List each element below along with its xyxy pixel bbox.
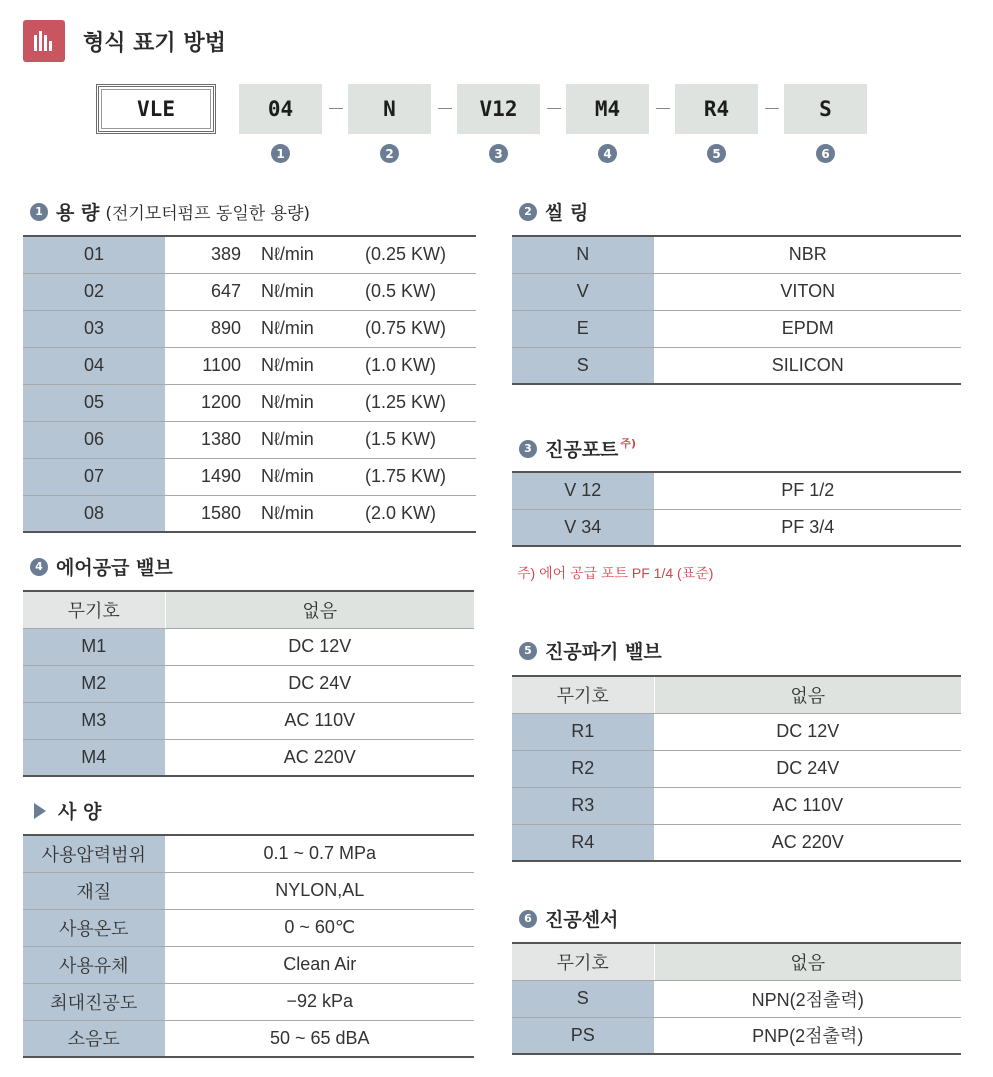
row-code: 무기호 xyxy=(512,676,654,713)
row-value: DC 24V xyxy=(654,750,961,787)
seal-title: 씰 링 xyxy=(545,202,589,224)
code-dash xyxy=(656,108,670,109)
row-code: 03 xyxy=(23,310,165,347)
flow-unit: Nℓ/min xyxy=(261,281,314,301)
row-value: EPDM xyxy=(654,310,961,347)
row-code: 02 xyxy=(23,273,165,310)
row-code: R3 xyxy=(512,787,654,824)
row-code: PS xyxy=(512,1017,654,1054)
row-code: R1 xyxy=(512,713,654,750)
power-value: (1.5 KW) xyxy=(365,429,437,449)
row-value: PNP(2점출력) xyxy=(654,1017,961,1054)
table-row xyxy=(23,1020,474,1057)
row-value: DC 24V xyxy=(165,665,474,702)
number-badge: 6 xyxy=(519,910,537,928)
row-value: PF 3/4 xyxy=(654,509,961,546)
flow-value: 389 xyxy=(210,244,241,265)
table-row xyxy=(23,591,474,628)
row-value: 0.1 ~ 0.7 MPa xyxy=(165,835,474,872)
table-row xyxy=(23,872,474,909)
flow-unit: Nℓ/min xyxy=(261,244,314,265)
supply-title: 에어공급 밸브 xyxy=(56,557,173,579)
capacity-subtitle: (전기모터펌프 동일한 용량) xyxy=(105,204,311,224)
row-code: E xyxy=(512,310,654,347)
spec-table xyxy=(23,834,474,1058)
number-badge: 6 xyxy=(816,144,835,163)
port-footnote: 주) 에어 공급 포트 PF 1/4 (표준) xyxy=(517,565,714,581)
table-row xyxy=(512,980,961,1017)
row-code: 01 xyxy=(23,236,165,273)
port-note-mark: 주) xyxy=(620,436,637,450)
table-row xyxy=(512,273,961,310)
port-section-title xyxy=(519,435,636,462)
code-dash xyxy=(438,108,452,109)
row-value: DC 12V xyxy=(654,713,961,750)
row-value: PF 1/2 xyxy=(654,472,961,509)
capacity-section-title xyxy=(30,198,310,225)
table-row xyxy=(23,421,476,458)
table-row xyxy=(23,495,476,532)
row-code: M4 xyxy=(23,739,165,776)
power-value: (0.75 KW) xyxy=(365,318,447,338)
port-table xyxy=(512,471,961,547)
row-value: NPN(2점출력) xyxy=(654,980,961,1017)
table-row xyxy=(512,472,961,509)
sensor-table xyxy=(512,942,961,1055)
code-segment-capacity: 04 xyxy=(239,84,322,134)
triangle-right-icon xyxy=(34,803,46,819)
table-row xyxy=(512,509,961,546)
table-row xyxy=(512,1017,961,1054)
row-value: 없음 xyxy=(654,676,961,713)
table-row xyxy=(23,458,476,495)
flow-value: 1490 xyxy=(200,466,241,486)
row-value: NBR xyxy=(654,236,961,273)
release-title: 진공파기 밸브 xyxy=(545,641,662,663)
table-row xyxy=(23,384,476,421)
code-segment-port: V12 xyxy=(457,84,540,134)
row-code: 재질 xyxy=(23,872,165,909)
number-badge: 5 xyxy=(707,144,726,163)
row-code: R4 xyxy=(512,824,654,861)
number-badge: 1 xyxy=(271,144,290,163)
row-value: 0 ~ 60℃ xyxy=(165,909,474,946)
table-row xyxy=(23,628,474,665)
flow-value: 1200 xyxy=(200,392,241,412)
flow-value: 890 xyxy=(210,318,241,338)
flow-unit: Nℓ/min xyxy=(261,318,314,338)
row-code: S xyxy=(512,980,654,1017)
row-value: 없음 xyxy=(165,591,474,628)
capacity-title: 용 량 xyxy=(56,202,100,224)
row-code: 소음도 xyxy=(23,1020,165,1057)
number-badge: 3 xyxy=(489,144,508,163)
table-row xyxy=(23,347,476,384)
flow-unit: Nℓ/min xyxy=(261,502,314,523)
table-row xyxy=(512,713,961,750)
row-code: R2 xyxy=(512,750,654,787)
table-row xyxy=(23,310,476,347)
row-value: AC 220V xyxy=(165,739,474,776)
spec-title: 사 양 xyxy=(58,801,102,823)
code-segment-supply-valve: M4 xyxy=(566,84,649,134)
table-row xyxy=(23,946,474,983)
table-row xyxy=(23,665,474,702)
row-code: V 34 xyxy=(512,509,654,546)
row-code: 08 xyxy=(23,495,165,532)
flow-unit: Nℓ/min xyxy=(261,355,314,375)
row-code: 무기호 xyxy=(23,591,165,628)
release-section-title xyxy=(519,637,662,664)
power-value: (1.0 KW) xyxy=(365,355,437,375)
table-row xyxy=(512,824,961,861)
code-dash xyxy=(765,108,779,109)
row-code: 04 xyxy=(23,347,165,384)
release-valve-table xyxy=(512,675,961,862)
capacity-table xyxy=(23,235,476,533)
table-row xyxy=(23,236,476,273)
row-value: Clean Air xyxy=(165,946,474,983)
table-row xyxy=(512,750,961,787)
row-value: DC 12V xyxy=(165,628,474,665)
seal-table xyxy=(512,235,961,385)
table-row xyxy=(23,739,474,776)
row-code: 무기호 xyxy=(512,943,654,980)
row-code: V 12 xyxy=(512,472,654,509)
number-badge: 2 xyxy=(380,144,399,163)
row-value: 50 ~ 65 dBA xyxy=(165,1020,474,1057)
table-row xyxy=(512,943,961,980)
code-segment-release-valve: R4 xyxy=(675,84,758,134)
code-main-box: VLE xyxy=(96,84,216,134)
row-code: 최대진공도 xyxy=(23,983,165,1020)
flow-value: 1380 xyxy=(200,429,241,449)
number-badge: 1 xyxy=(30,203,48,221)
table-row xyxy=(512,236,961,273)
row-value: 없음 xyxy=(654,943,961,980)
supply-section-title xyxy=(30,553,173,580)
number-badge: 2 xyxy=(519,203,537,221)
table-row xyxy=(512,310,961,347)
code-dash xyxy=(547,108,561,109)
power-value: (2.0 KW) xyxy=(365,502,437,523)
table-row xyxy=(512,787,961,824)
flow-unit: Nℓ/min xyxy=(261,466,314,486)
power-value: (1.25 KW) xyxy=(365,392,447,412)
row-code: 07 xyxy=(23,458,165,495)
table-row xyxy=(23,835,474,872)
row-value: AC 110V xyxy=(165,702,474,739)
bar-chart-icon xyxy=(23,20,65,62)
power-value: (1.75 KW) xyxy=(365,466,447,486)
row-code: N xyxy=(512,236,654,273)
number-badge: 4 xyxy=(30,558,48,576)
row-code: V xyxy=(512,273,654,310)
spec-section-title xyxy=(26,797,101,824)
number-badge: 5 xyxy=(519,642,537,660)
row-value: NYLON,AL xyxy=(165,872,474,909)
number-badge: 4 xyxy=(598,144,617,163)
supply-valve-table xyxy=(23,590,474,777)
code-segment-seal: N xyxy=(348,84,431,134)
seal-section-title xyxy=(519,198,588,225)
row-code: 사용유체 xyxy=(23,946,165,983)
flow-unit: Nℓ/min xyxy=(261,429,314,449)
table-row xyxy=(23,983,474,1020)
flow-value: 647 xyxy=(210,281,241,301)
row-code: 06 xyxy=(23,421,165,458)
number-badge: 3 xyxy=(519,440,537,458)
flow-value: 1100 xyxy=(202,355,241,375)
sensor-section-title xyxy=(519,905,618,932)
row-value: −92 kPa xyxy=(165,983,474,1020)
page-header xyxy=(23,20,226,62)
row-code: M1 xyxy=(23,628,165,665)
table-row xyxy=(23,909,474,946)
page-title: 형식 표기 방법 xyxy=(83,30,226,56)
sensor-title: 진공센서 xyxy=(545,909,619,931)
row-code: 05 xyxy=(23,384,165,421)
row-code: 사용압력범위 xyxy=(23,835,165,872)
table-row xyxy=(23,702,474,739)
row-code: M3 xyxy=(23,702,165,739)
row-code: 사용온도 xyxy=(23,909,165,946)
port-title: 진공포트 xyxy=(545,439,619,461)
row-value: AC 110V xyxy=(654,787,961,824)
code-dash xyxy=(329,108,343,109)
table-row xyxy=(512,347,961,384)
flow-value: 1580 xyxy=(200,502,241,523)
table-row xyxy=(23,273,476,310)
code-segment-sensor: S xyxy=(784,84,867,134)
row-code: S xyxy=(512,347,654,384)
row-value: VITON xyxy=(654,273,961,310)
row-value: AC 220V xyxy=(654,824,961,861)
row-code: M2 xyxy=(23,665,165,702)
flow-unit: Nℓ/min xyxy=(261,392,314,412)
row-value: SILICON xyxy=(654,347,961,384)
table-row xyxy=(512,676,961,713)
power-value: (0.25 KW) xyxy=(365,244,447,265)
power-value: (0.5 KW) xyxy=(365,281,437,301)
